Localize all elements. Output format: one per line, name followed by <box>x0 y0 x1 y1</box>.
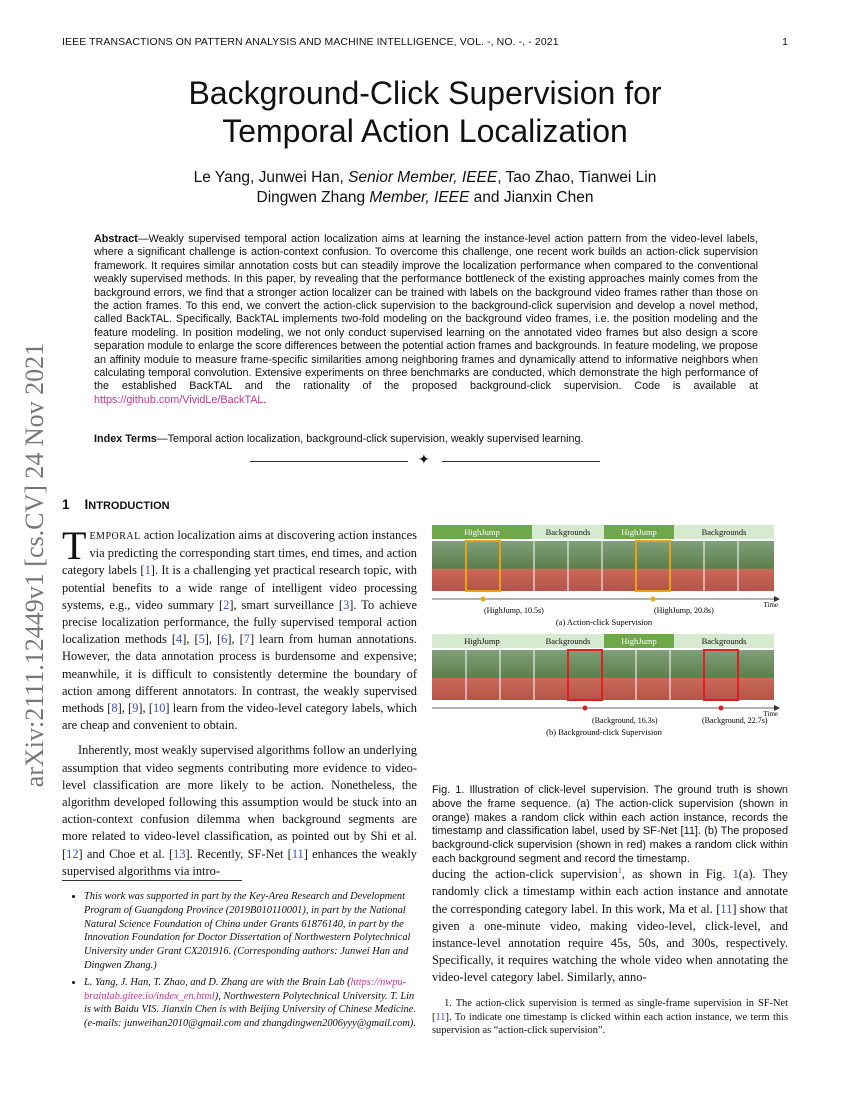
click-dot-b1 <box>583 706 588 711</box>
page-number: 1 <box>782 36 788 48</box>
running-header: IEEE TRANSACTIONS ON PATTERN ANALYSIS AND MACHINE INTELLIGENCE, VOL. -, NO. -, - 2021 <box>62 36 559 48</box>
frame-strip-b <box>432 650 774 700</box>
section-heading: 1 INTRODUCTION <box>62 497 170 512</box>
index-terms: Index Terms—Temporal action localization, background-click supervision, weakly supervised learning. <box>94 433 584 445</box>
abstract: Abstract—Weakly supervised temporal action localization aims at learning the instance-level action pattern from the video-level labels, where a significant challenge is action-context confusion. To overcome this challenge, one recent work builds an action-click supervision framework. It requires similar annotation costs but can steadily improve the localization performance when compared to the conventional weakly supervised methods. In this paper, by revealing that the performance bottleneck of the existing approaches mainly comes from the background errors, we find that a stronger action localizer can be trained with labels on the background video frames rather than those on the action frames. To this end, we convert the action-click supervision to the background-click supervision and develop a novel method, called BackTAL. Specifically, BackTAL implements two-fold modeling on the background video frames, i.e. the position modeling and the feature modeling. In position modeling, we not only conduct supervised learning on the annotated video frames but also design a score separation module to enlarge the score differences between the potential action frames and backgrounds. In feature modeling, we propose an affinity module to measure frame-specific similarities among neighboring frames and dynamically attend to informative neighbors when calculating temporal convolution. Extensive experiments on three benchmarks are conducted, which demonstrate the high performance of the established BackTAL and the rationality of the proposed background-click supervision. Code is available at https://github.com/VividLe/BackTAL. <box>94 233 758 406</box>
brainlab-link[interactable]: https://nwpu-brainlab.gitee.io/index_en.html <box>84 976 407 1002</box>
time-label-a: Time <box>763 601 778 609</box>
subcaption-b: (b) Background-click Supervision <box>546 727 662 737</box>
frame-strip-a <box>432 541 774 591</box>
click-dot-a2 <box>651 597 656 602</box>
intro-left-column: TEMPORAL action localization aims at discovering action instances via predicting the corresponding start times, end times, and action category labels [1]. It is a challenging yet practical research topic, with potential benefits to a wide range of intelligent video processing systems, e.g., video summary [2], smart surveillance [3]. To achieve precise localization performance, the fully supervised temporal action localization methods [4], [5], [6], [7] learn from human annotations. However, the data annotation process is burdensome and expensive; meanwhile, it is difficult to consistently determine the boundary of action among different annotators. In contrast, the weakly supervised methods [8], [9], [10] learn from the video-level category labels, which are cheap and convenient to obtain. Inherently, most weakly supervised algorithms follow an underlying assumption that video segments contributing more evidence to video-level classification are more likely to be action. Nonetheless, the algorithm developed following this assumption would be stuck into an action-context confusion dilemma when background segments are more related to video-level classification, as pointed out by Shi et al. [12] and Choe et al. [13]. Recently, SF-Net [11] enhances the weakly supervised algorithms via intro- <box>62 523 418 878</box>
funding-note: • This work was supported in part by the Key-Area Research and Development Program of Guangdong Province (2019B010110001), in part by the National Natural Science Foundation of China under Grants 61876140, in part by the Innovation Foundation for Doctor Dissertation of Northwestern Polytechnical University under Grant CX201916. (Corresponding authors: Junwei Han and Dingwen Zhang.) <box>84 890 417 973</box>
footnote-right: 1. The action-click supervision is termed as single-frame supervision in SF-Net [11]. To indicate one timestamp is clicked within each action instance, we term this supervision as “action-click supervision”. <box>432 998 788 1037</box>
gt-label-b2: Backgrounds <box>545 636 591 646</box>
divider-symbol: ✦ <box>418 453 430 468</box>
click-label-a2: (HighJump, 20.8s) <box>654 606 714 615</box>
arxiv-stamp: arXiv:2111.12449v1 [cs.CV] 24 Nov 2021 <box>20 342 49 788</box>
gt-label-b3: HighJump <box>621 636 657 646</box>
click-dot-a1 <box>481 597 486 602</box>
code-link[interactable]: https://github.com/VividLe/BackTAL <box>94 393 264 406</box>
footnotes-left <box>62 890 417 1034</box>
figure-caption: Fig. 1. Illustration of click-level supervision. The ground truth is shown above the frame sequence. (a) The action-click supervision (shown in orange) makes a random click within each action instance, records the timestamp and classification label, used by SF-Net [11]. (b) The proposed background-click supervision (shown in red) makes a random click within each background segment and record the timestamp. <box>432 784 788 865</box>
gt-label-a2: Backgrounds <box>545 527 591 537</box>
gt-label-b4: Backgrounds <box>701 636 747 646</box>
divider-right <box>442 461 600 462</box>
gt-label-b1: HighJump <box>464 636 500 646</box>
dropcap: T <box>62 523 87 568</box>
footnote-rule <box>62 880 242 881</box>
figure-1 <box>432 525 786 775</box>
divider-left <box>250 461 408 462</box>
subcaption-a: (a) Action-click Supervision <box>555 617 653 627</box>
gt-label-a1: HighJump <box>464 527 500 537</box>
figure-1-graphic <box>432 525 786 775</box>
paper-title: Background-Click Supervision for Temporal Action Localization <box>188 75 662 149</box>
affiliation-note: • L. Yang, J. Han, T. Zhao, and D. Zhang are with the Brain Lab (https://nwpu-brainlab.gitee.io/index_en.html), Northwestern Polytechnical University. T. Lin is with Baidu VIS. Jianxin Chen is with Beijing University of Chinese Medicine. (e-mails: junweihan2010@gmail.com and zhangdingwen2006yyy@gmail.com). <box>84 976 417 1031</box>
author-list: Le Yang, Junwei Han, Senior Member, IEEE, Tao Zhao, Tianwei Lin Dingwen Zhang Member, IEEE and Jianxin Chen <box>193 169 657 206</box>
gt-label-a3: HighJump <box>621 527 657 537</box>
intro-right-column: ducing the action-click supervision$^1$, as shown in Fig. 1(a). They randomly click a timestamp within each action instance and annotate the corresponding category label. In this work, Ma et al. [11] show that given a one-minute video, making video-level, click-level, and instance-level annotation require 45s, 50s, and 300s, respectively. Specifically, it requires watching the whole video when annotating the video-level category label. Similarly, anno- <box>432 866 788 985</box>
gt-label-a4: Backgrounds <box>701 527 747 537</box>
time-label-b: Time <box>763 710 778 718</box>
click-label-a1: (HighJump, 10.5s) <box>484 606 544 615</box>
click-label-b2: (Background, 22.7s) <box>702 716 768 725</box>
click-label-b1: (Background, 16.3s) <box>592 716 658 725</box>
click-dot-b2 <box>719 706 724 711</box>
